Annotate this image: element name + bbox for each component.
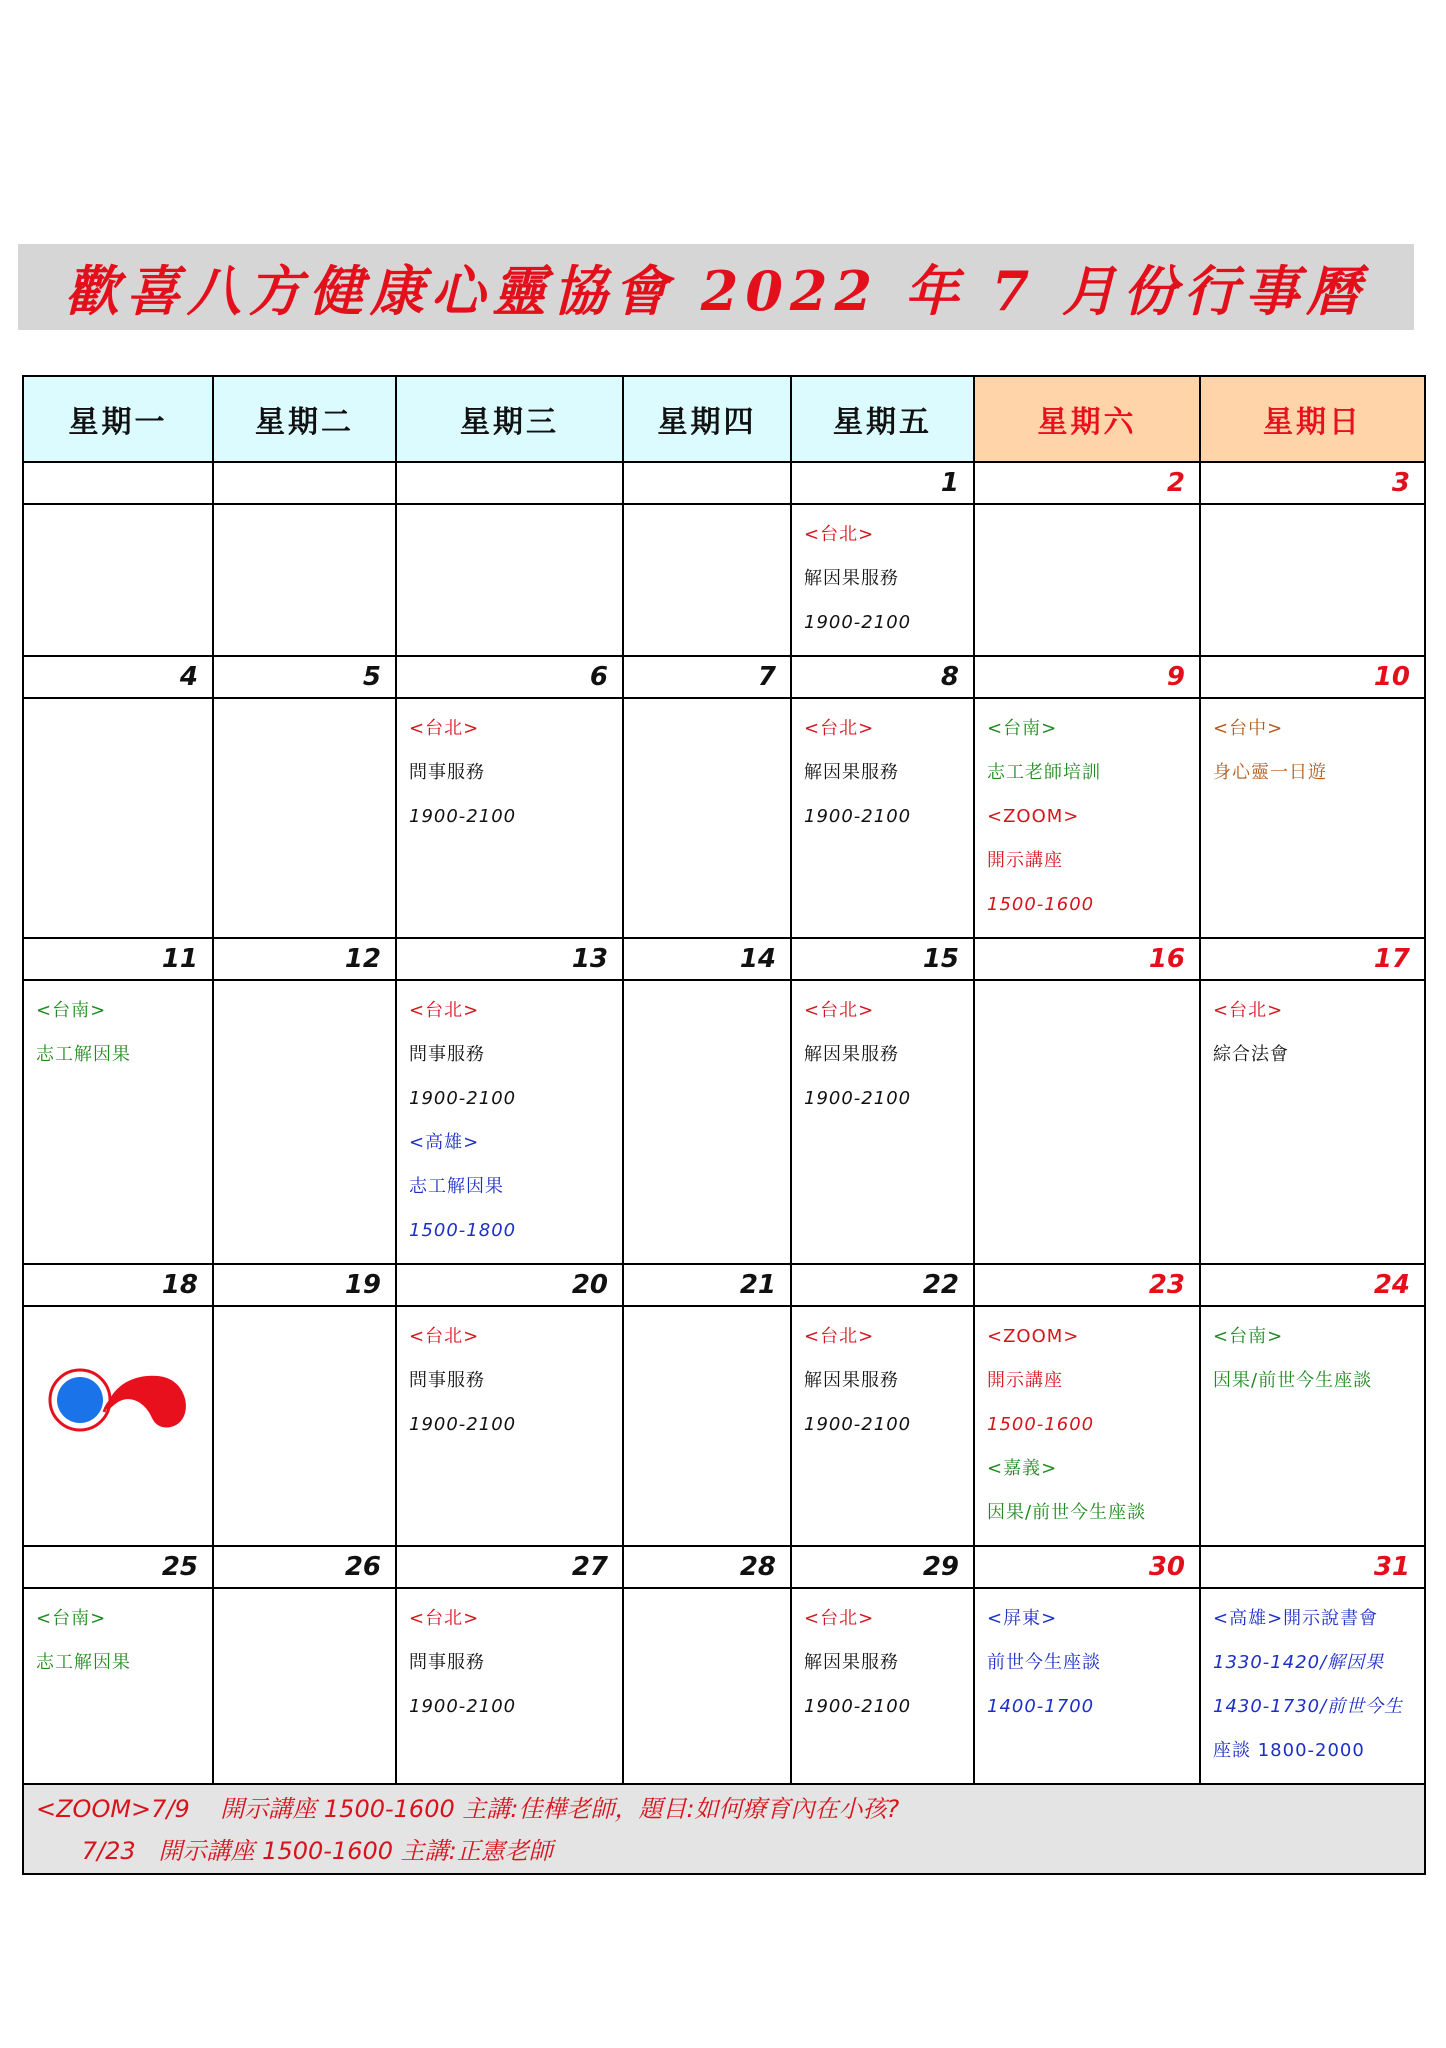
event-line: <高雄> <box>409 1132 480 1153</box>
day-cell <box>791 1306 974 1546</box>
event-line: 1900-2100 <box>804 1088 912 1109</box>
day-cell <box>623 1306 791 1546</box>
day-cell <box>396 504 623 656</box>
day-number: 2 <box>974 462 1200 504</box>
day-number: 20 <box>396 1264 623 1306</box>
event-line: 1900-2100 <box>409 1414 517 1435</box>
event-line: <台北> <box>804 524 875 545</box>
event-line: 1900-2100 <box>409 1088 517 1109</box>
event-line: <台北> <box>804 1608 875 1629</box>
day-cell <box>974 1306 1200 1546</box>
day-cell <box>213 698 396 938</box>
day-cell <box>1200 1306 1425 1546</box>
day-cell <box>791 980 974 1264</box>
event-line: <嘉義> <box>987 1458 1058 1479</box>
event-line: 問事服務 <box>409 1044 485 1065</box>
day-cell <box>1200 980 1425 1264</box>
day-number: 25 <box>23 1546 213 1588</box>
event-line: 1900-2100 <box>409 1696 517 1717</box>
day-number: 7 <box>623 656 791 698</box>
event-line: 1500-1600 <box>987 894 1095 915</box>
day-number: 28 <box>623 1546 791 1588</box>
event-line: 1500-1600 <box>987 1414 1095 1435</box>
event-line: <台北> <box>409 1608 480 1629</box>
event-line: <台北> <box>804 718 875 739</box>
day-number <box>213 462 396 504</box>
day-number: 5 <box>213 656 396 698</box>
day-number: 16 <box>974 938 1200 980</box>
week-events-row <box>23 1588 1425 1784</box>
day-cell <box>396 980 623 1264</box>
event-line: <台北> <box>409 1326 480 1347</box>
page-title: 歡喜八方健康心靈協會 2022 年 7 月份行事曆 <box>64 258 1368 323</box>
day-cell <box>213 504 396 656</box>
day-number: 22 <box>791 1264 974 1306</box>
day-cell <box>23 1588 213 1784</box>
day-cell <box>1200 504 1425 656</box>
day-cell <box>974 504 1200 656</box>
event-line: 志工解因果 <box>36 1044 131 1065</box>
event-line: 1330-1420/解因果 <box>1213 1652 1385 1673</box>
event-line: 座談 1800-2000 <box>1213 1740 1365 1761</box>
day-cell <box>1200 1588 1425 1784</box>
day-cell <box>23 698 213 938</box>
title-bar <box>18 244 1414 330</box>
event-line: 解因果服務 <box>804 1370 899 1391</box>
day-number: 8 <box>791 656 974 698</box>
day-cell <box>396 698 623 938</box>
weekday-header: 星期四 <box>623 376 791 462</box>
day-number: 17 <box>1200 938 1425 980</box>
event-line: <台南> <box>36 1000 107 1021</box>
event-line: <台北> <box>804 1000 875 1021</box>
day-cell <box>23 980 213 1264</box>
day-cell <box>623 504 791 656</box>
footer-row <box>23 1784 1425 1874</box>
weekday-header-row <box>23 376 1425 462</box>
event-line: <台中> <box>1213 718 1284 739</box>
day-number <box>623 462 791 504</box>
day-number: 11 <box>23 938 213 980</box>
footer-note-line: <ZOOM>7/9 開示講座 1500-1600 主講:佳樺老師，題目:如何療育內在小孩? <box>36 1795 900 1823</box>
week-date-row <box>23 1546 1425 1588</box>
event-line: 志工解因果 <box>36 1652 131 1673</box>
event-line: 1900-2100 <box>409 806 517 827</box>
event-line: 志工老師培訓 <box>987 762 1101 783</box>
day-number: 18 <box>23 1264 213 1306</box>
event-line: 1900-2100 <box>804 806 912 827</box>
day-number: 30 <box>974 1546 1200 1588</box>
day-number: 10 <box>1200 656 1425 698</box>
day-number: 29 <box>791 1546 974 1588</box>
day-number <box>396 462 623 504</box>
day-number: 23 <box>974 1264 1200 1306</box>
weekday-header: 星期一 <box>23 376 213 462</box>
weekday-header: 星期三 <box>396 376 623 462</box>
day-number: 15 <box>791 938 974 980</box>
week-date-row <box>23 656 1425 698</box>
event-line: <屏東> <box>987 1608 1058 1629</box>
event-line: <台南> <box>987 718 1058 739</box>
day-number: 24 <box>1200 1264 1425 1306</box>
week-events-row <box>23 1306 1425 1546</box>
event-line: 因果/前世今生座談 <box>987 1502 1147 1523</box>
event-line: <台北> <box>409 1000 480 1021</box>
day-cell <box>623 980 791 1264</box>
event-line: 前世今生座談 <box>987 1652 1101 1673</box>
calendar-table <box>22 375 1426 1875</box>
event-line: <台北> <box>804 1326 875 1347</box>
event-line: <台北> <box>409 718 480 739</box>
day-cell <box>974 1588 1200 1784</box>
day-cell <box>623 1588 791 1784</box>
day-cell <box>791 1588 974 1784</box>
event-line: <ZOOM> <box>987 806 1080 827</box>
day-cell <box>791 504 974 656</box>
day-number: 1 <box>791 462 974 504</box>
day-number: 31 <box>1200 1546 1425 1588</box>
association-logo <box>44 1360 194 1440</box>
day-cell <box>623 698 791 938</box>
event-line: 1900-2100 <box>804 1414 912 1435</box>
logo-icon <box>44 1360 194 1440</box>
event-line: 1900-2100 <box>804 612 912 633</box>
event-line: 綜合法會 <box>1213 1044 1289 1065</box>
day-cell <box>974 698 1200 938</box>
event-line: 1900-2100 <box>804 1696 912 1717</box>
event-line: 解因果服務 <box>804 1652 899 1673</box>
week-events-row <box>23 980 1425 1264</box>
day-cell <box>396 1588 623 1784</box>
week-date-row <box>23 938 1425 980</box>
day-number: 14 <box>623 938 791 980</box>
day-cell <box>213 1588 396 1784</box>
week-date-row <box>23 1264 1425 1306</box>
event-line: <台南> <box>36 1608 107 1629</box>
day-number: 9 <box>974 656 1200 698</box>
event-line: 身心靈一日遊 <box>1213 762 1327 783</box>
event-line: 問事服務 <box>409 762 485 783</box>
event-line: 解因果服務 <box>804 568 899 589</box>
day-cell <box>791 698 974 938</box>
weekday-header: 星期五 <box>791 376 974 462</box>
weekday-header: 星期六 <box>974 376 1200 462</box>
day-cell <box>23 504 213 656</box>
event-line: 問事服務 <box>409 1652 485 1673</box>
event-line: <高雄>開示說書會 <box>1213 1608 1379 1629</box>
week-date-row <box>23 462 1425 504</box>
day-number: 27 <box>396 1546 623 1588</box>
day-number: 4 <box>23 656 213 698</box>
day-cell <box>1200 698 1425 938</box>
day-number: 3 <box>1200 462 1425 504</box>
event-line: 1500-1800 <box>409 1220 517 1241</box>
day-cell <box>974 980 1200 1264</box>
event-line: 1430-1730/前世今生 <box>1213 1696 1404 1717</box>
day-number: 26 <box>213 1546 396 1588</box>
day-number: 12 <box>213 938 396 980</box>
event-line: 開示講座 <box>987 1370 1063 1391</box>
event-line: 解因果服務 <box>804 762 899 783</box>
day-cell <box>213 1306 396 1546</box>
event-line: <台南> <box>1213 1326 1284 1347</box>
event-line: 解因果服務 <box>804 1044 899 1065</box>
day-number: 19 <box>213 1264 396 1306</box>
event-line: <台北> <box>1213 1000 1284 1021</box>
footer-notes <box>23 1784 1425 1874</box>
day-cell <box>213 980 396 1264</box>
event-line: <ZOOM> <box>987 1326 1080 1347</box>
day-number <box>23 462 213 504</box>
event-line: 開示講座 <box>987 850 1063 871</box>
weekday-header: 星期日 <box>1200 376 1425 462</box>
weekday-header: 星期二 <box>213 376 396 462</box>
week-events-row <box>23 504 1425 656</box>
day-number: 13 <box>396 938 623 980</box>
event-line: 志工解因果 <box>409 1176 504 1197</box>
footer-note-line: 7/23 開示講座 1500-1600 主講:正憲老師 <box>36 1837 553 1865</box>
day-number: 21 <box>623 1264 791 1306</box>
week-events-row <box>23 698 1425 938</box>
event-line: 問事服務 <box>409 1370 485 1391</box>
event-line: 因果/前世今生座談 <box>1213 1370 1373 1391</box>
day-number: 6 <box>396 656 623 698</box>
event-line: 1400-1700 <box>987 1696 1095 1717</box>
day-cell <box>396 1306 623 1546</box>
